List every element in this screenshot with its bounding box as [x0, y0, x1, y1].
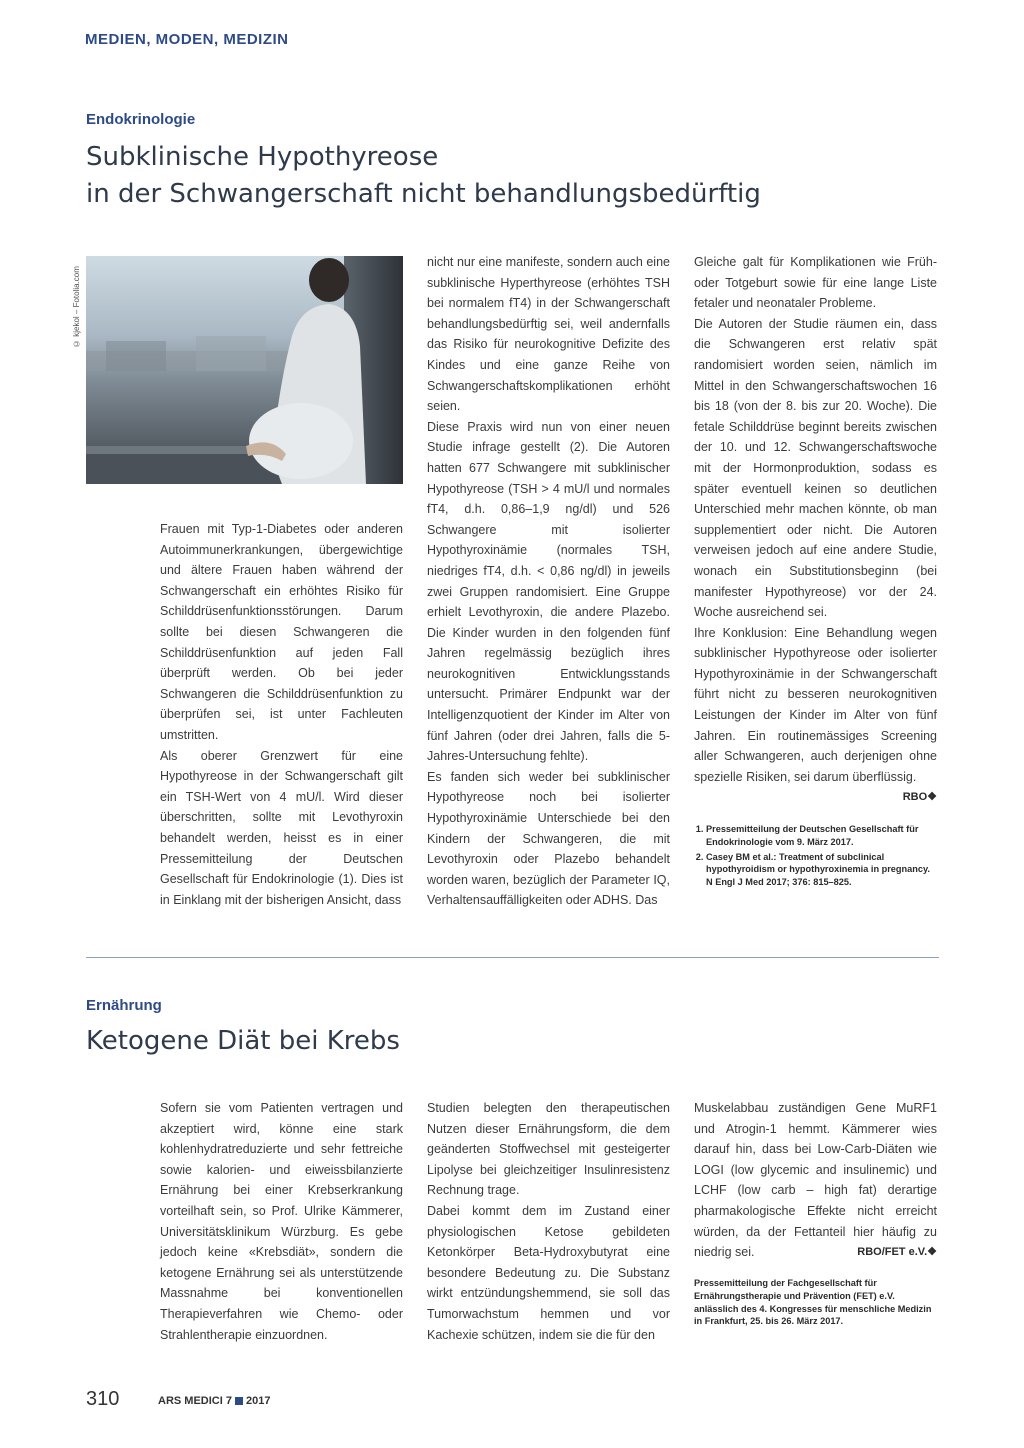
photo-credit: © kjekol – Fotolia.com [72, 266, 81, 348]
square-icon [235, 1397, 243, 1405]
article2-title: Ketogene Diät bei Krebs [86, 1026, 400, 1056]
article2-kicker: Ernährung [86, 997, 162, 1014]
article2-column-3 [694, 1098, 937, 1263]
section-label: MEDIEN, MODEN, MEDIZIN [85, 31, 289, 48]
magazine-name: ARS MEDICI 7 [158, 1395, 232, 1407]
photo-illustration [86, 256, 403, 484]
article1-kicker: Endokrinologie [86, 111, 196, 128]
article1-references [694, 823, 937, 891]
article2-col3-text: Muskelabbau zuständigen Gene MuRF1 und Atrogin-1 hemmt. Kämmerer wies darauf hin, dass bei Low-Carb-Diäten wie LOGI (low glycemic and insulinemic) und LCHF (low carb – high fat) derartige pharmakologische Effekte nicht erreicht würden, da der Fettanteil hier häufig zu niedrig sei. [694, 1101, 937, 1260]
article1-signature: RBO❖ [902, 791, 937, 804]
article1-col2-para1: nicht nur eine manifeste, sondern auch eine subklinische Hyperthyreose (erhöhtes TSH bei normalem fT4) in der Schwangerschaft behandlungsbedürftig sei, weil andernfalls das Risiko für neurokognitive Defizite des Kindes und eine ganze Reihe von Schwangerschaftskomplikationen erhöht seien. [427, 255, 670, 414]
article2-source: Pressemitteilung der Fachgesellschaft für Ernährungstherapie und Prävention (FET) e.V. anlässlich des 4. Kongresses für menschliche Medizin in Frankfurt, 25. bis 26. März 2017. [694, 1278, 932, 1327]
article1-column-3 [694, 252, 937, 808]
reference-2: 2. Casey BM et al.: Treatment of subclinical hypothyroidism or hypothyroxinemia in pregnancy. N Engl J Med 2017; 376: 815–825. [706, 851, 937, 889]
article2-col2-para1: Studien belegten den therapeutischen Nutzen dieser Ernährungsform, die dem geänderten Stoffwechsel mit gesteigerter Lipolyse bei gleichzeitiger Insulinresistenz Rechnung trage. [427, 1101, 670, 1198]
magazine-footer [158, 1395, 270, 1407]
section-divider [86, 957, 939, 958]
article2-column-1 [160, 1098, 403, 1345]
article1-title [86, 139, 761, 213]
article1-column-1 [160, 519, 403, 910]
article2-col2-para2: Dabei kommt dem im Zustand einer physiologischen Ketose gebildeten Ketonkörper Beta-Hydroxybutyrat eine besondere Bedeutung zu. Die Substanz wirkt entzündungshemmend, sie soll das Tumorwachstum hemmen und vor Kachexie schützen, indem sie die für den [427, 1203, 670, 1342]
article2-col1-para1: Sofern sie vom Patienten vertragen und akzeptiert wird, könne eine stark kohlenhydratreduzierte und sehr fettreiche sowie kalorien- und eiweissbilanzierte Ernährung bei einer Krebserkrankung vorteilhaft sein, so Prof. Ulrike Kämmerer, Universitätsklinikum Würzburg. Es gebe jedoch keine «Krebsdiät», sondern die ketogene Ernährung sei als unterstützende Massnahme bei konventionellen Therapieverfahren wie Chemo- oder Strahlentherapie einzuordnen. [160, 1101, 403, 1342]
article1-col2-para3: Es fanden sich weder bei subklinischer Hypothyreose noch bei isolierter Hypothyroxinämie Unterschiede bei den Kindern der Schwangeren, die mit Levothyroxin oder Plazebo behandelt worden waren, bezüglich der Parameter IQ, Verhaltensauffälligkeiten oder ADHS. Das [427, 769, 670, 908]
article1-col1-para2: Als oberer Grenzwert für eine Hypothyreose in der Schwangerschaft gilt ein TSH-Wert von 4 mU/l. Wird dieser überschritten, sollte mit Levothyroxin behandelt werden, heisst es in einer Pressemitteilung der Deutschen Gesellschaft für Endokrinologie (1). Dies ist in Einklang mit der bisherigen Ansicht, dass [160, 748, 403, 907]
reference-1: 1. Pressemitteilung der Deutschen Gesellschaft für Endokrinologie vom 9. März 2017. [706, 823, 937, 849]
article2-signature: RBO/FET e.V.❖ [857, 1246, 937, 1259]
pregnant-woman-photo [86, 256, 403, 484]
article1-title-line2: in der Schwangerschaft nicht behandlungsbedürftig [86, 179, 761, 209]
article2-column-2 [427, 1098, 670, 1345]
magazine-year: 2017 [245, 1395, 271, 1407]
article1-col1-para1: Frauen mit Typ-1-Diabetes oder anderen Autoimmunerkrankungen, übergewichtige und ältere Frauen haben während der Schwangerschaft ein erhöhtes Risiko für Schilddrüsenfunktionsstörungen. Darum sollte bei diesen Schwangeren die Schilddrüsenfunktion auf jeden Fall überprüft werden. Ob bei jeder Schwangeren die Schilddrüsenfunktion zu überprüfen sei, ist unter Fachleuten umstritten. [160, 522, 403, 742]
article1-conclusion: Ihre Konklusion: Eine Behandlung wegen subklinischer Hypothyreose oder isolierter Hypothyroxinämie in der Schwangerschaft führt nicht zu besseren neurokognitiven Leistungen der Kinder im Alter von fünf Jahren. Ein routinemässiges Screening aller Schwangeren, auch derjenigen ohne spezielle Risiken, sei darum überflüssig. [694, 625, 937, 784]
article1-col3-para1: Gleiche galt für Komplikationen wie Früh- oder Totgeburt sowie für eine lange Liste fetaler und neonataler Probleme. [694, 255, 937, 311]
article1-col3-para3 [694, 623, 937, 804]
page-number: 310 [86, 1388, 120, 1410]
article1-col2-para2: Diese Praxis wird nun von einer neuen Studie infrage gestellt (2). Die Autoren hatten 677 Schwangere mit subklinischer Hypothyreose (TSH > 4 mU/l und normales fT4, d.h. 0,86–1,9 ng/dl) und 526 Schwangere mit isolierter Hypothyroxinämie (normales TSH, niedriges fT4, d.h. < 0,86 ng/dl) in jeweils zwei Gruppen randomisiert. Eine Gruppe erhielt Levothyroxin, die andere Plazebo. Die Kinder wurden in den folgenden fünf Jahren regelmässig bezüglich ihres neurokognitiven Entwicklungsstands untersucht. Primärer Endpunkt war der Intelligenzquotient der Kinder im Alter von fünf Jahren (oder drei Jahren, falls die 5-Jahres-Untersuchung fehlte). [427, 419, 670, 764]
article1-title-line1: Subklinische Hypothyreose [86, 142, 439, 172]
article2-col3-para1 [694, 1098, 937, 1263]
article1-column-2 [427, 252, 670, 911]
article1-col3-para2: Die Autoren der Studie räumen ein, dass die Schwangeren erst relativ spät randomisiert worden seien, nämlich im Mittel in den Schwangerschaftswochen 16 bis 18 (von der 8. bis zur 20. Woche). Die fetale Schilddrüse beginnt bereits zwischen der 10. und 12. Schwangerschaftswoche mit der Hormonproduktion, sodass es später eventuell keinen so deutlichen Unterschied mehr machen könnte, ob man supplementiert oder nicht. Die Autoren verweisen jedoch auf eine andere Studie, wonach ein Substitutionsbeginn (bei manifester Hypothyreose) vor der 24. Woche ausreichend sei. [694, 316, 937, 620]
